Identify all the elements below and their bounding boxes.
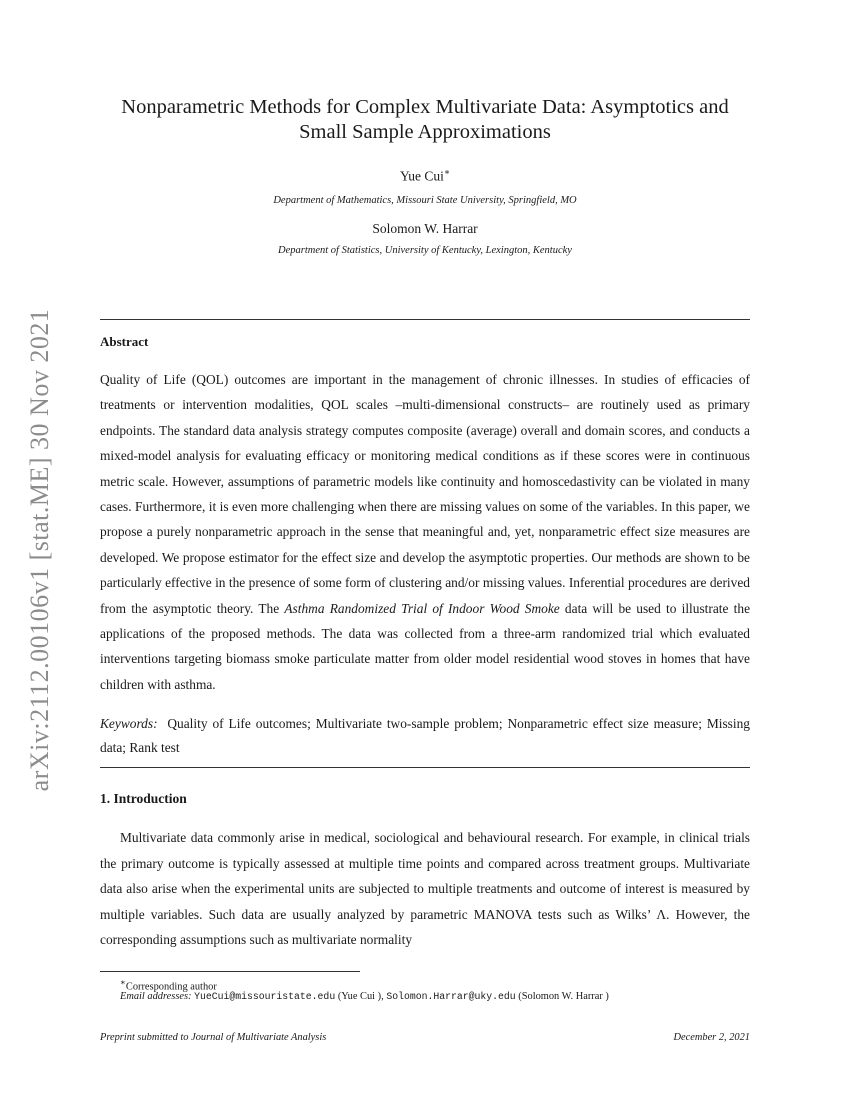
email-1-owner: (Yue Cui ), [337,991,384,1002]
keywords [100,712,750,760]
abstract-text-after: data will be used to illustrate the applications of the proposed methods. The data was collected from a three-arm randomized trial which evaluated interventions targeting biomass smoke particulate matter from older model residential wood stoves in homes that have children with asthma. [100,600,751,692]
author-1-name: Yue Cui [400,168,444,184]
abstract-top-rule [100,319,750,320]
footer-date: December 2, 2021 [673,1032,750,1043]
abstract-body [100,367,750,697]
keywords-text: Quality of Life outcomes; Multivariate two-sample problem; Nonparametric effect size measure; Missing data; Rank test [100,716,750,755]
author-2 [100,221,750,237]
author-1-mark: ∗ [443,167,450,177]
abstract-text-before: Quality of Life (QOL) outcomes are important in the management of chronic illnesses. In studies of efficacies of treatments or intervention modalities, QOL scales –multi-dimensional constructs– are routinely used as primary endpoints. The standard data analysis strategy computes composite (average) overall and domain scores, and conducts a mixed-model analysis for evaluating efficacy or monitoring medical conditions as if these scores were in continuous metric scale. However, assumptions of parametric models like continuity and homoscedastivity can be violated in many cases. Furthermore, it is even more challenging when there are missing values on some of the variables. In this paper, we propose a purely nonparametric approach in the sense that meaningful and, yet, nonparametric effect size measures are developed. We propose estimator for the effect size and develop the asymptotic properties. Our methods are shown to be particularly effective in the presence of some form of clustering and/or missing values. Inferential procedures are derived from the asymptotic theory. The [100,372,750,616]
arxiv-identifier: arXiv:2112.00106v1 [stat.ME] 30 Nov 2021 [25,308,54,792]
title-line-1: Nonparametric Methods for Complex Multivariate Data: Asymptotics and [121,96,729,118]
abstract-dataset-name: Asthma Randomized Trial of Indoor Wood Smoke [284,600,560,616]
paper-title [100,95,750,145]
footnote-rule [100,971,360,972]
introduction-paragraph: Multivariate data commonly arise in medical, sociological and behavioural research. For example, in clinical trials the primary outcome is typically assessed at multiple time points and compared across treatment groups. Multivariate data also arise when the experimental units are subjected to multiple treatments and outcome of interest is measured by multiple variables. Such data are usually analyzed by parametric MANOVA tests such as Wilks’ Λ. However, the corresponding assumptions such as multivariate normality [100,830,750,948]
abstract-heading: Abstract [100,334,149,349]
footer-preprint-note: Preprint submitted to Journal of Multivariate Analysis [100,1032,327,1043]
footnote-corresponding-text: Corresponding author [125,981,217,993]
author-1-affiliation: Department of Mathematics, Missouri State University, Springfield, MO [273,195,577,206]
email-link-1[interactable]: YueCui@missouristate.edu [194,991,336,1002]
author-2-affiliation: Department of Statistics, University of Kentucky, Lexington, Kentucky [278,245,572,256]
email-label: Email addresses: [120,991,192,1002]
keywords-label: Keywords: [100,716,158,731]
abstract-bottom-rule [100,767,750,768]
footnote-mark: ∗ [120,977,126,987]
section-heading-introduction: 1. Introduction [100,791,187,806]
email-2-owner: (Solomon W. Harrar ) [518,991,609,1002]
email-link-2[interactable]: Solomon.Harrar@uky.edu [386,991,516,1002]
author-1 [100,167,750,185]
title-line-2: Small Sample Approximations [299,121,551,143]
footnote-emails [100,990,750,1004]
author-2-name: Solomon W. Harrar [372,221,478,236]
